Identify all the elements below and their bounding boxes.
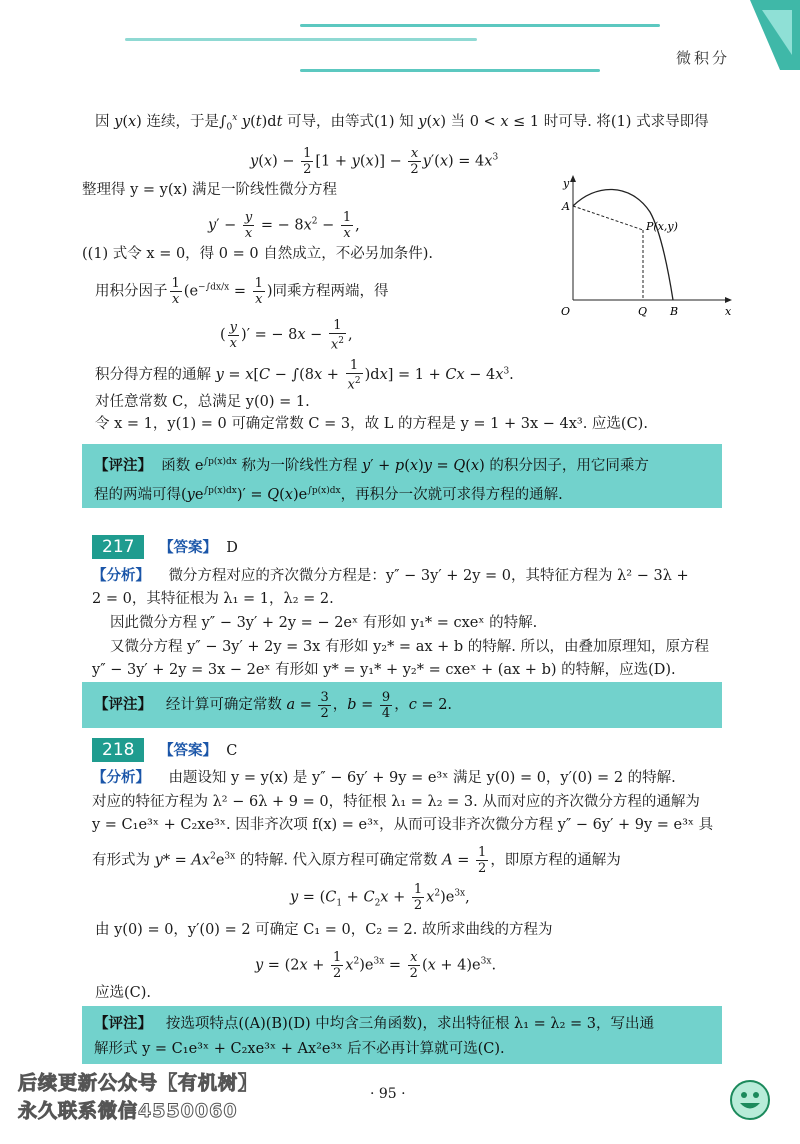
text-line: 【分析】 微分方程对应的齐次微分方程是：y″ − 3y′ + 2y = 0，其特征方程为 λ² − 3λ + bbox=[92, 568, 689, 584]
text-line: 2 = 0，其特征根为 λ₁ = 1，λ₂ = 2. bbox=[92, 591, 334, 607]
point-q-label: Q bbox=[638, 305, 648, 318]
equation: ( $\frac{y}{x}$ )′ = − 8x − $\frac{1}{x^2}$ , bbox=[220, 318, 353, 353]
page-number: · 95 · bbox=[370, 1086, 406, 1102]
text-line: y″ − 3y′ + 2y = 3x − 2eˣ 有形如 y* = y₁* + y₂* = cxeˣ + (ax + b) 的特解，应选(D). bbox=[92, 662, 676, 678]
text-line: 整理得 y = y(x) 满足一阶线性微分方程 bbox=[82, 182, 337, 198]
corner-tab-icon bbox=[740, 0, 800, 70]
watermark-line: 永久联系微信4550060 bbox=[18, 1100, 238, 1122]
question-217-header: 217 【答案】 D bbox=[92, 535, 238, 559]
point-a-label: A bbox=[562, 200, 570, 213]
question-number: 218 bbox=[92, 738, 144, 762]
text-line: 因此微分方程 y″ − 3y′ + 2y = − 2eˣ 有形如 y₁* = cxeˣ 的特解. bbox=[110, 615, 538, 631]
text-line: 由 y(0) = 0，y′(0) = 2 可确定 C₁ = 0，C₂ = 2. 故所求曲线的方程为 bbox=[95, 922, 553, 938]
text-line: 应选(C). bbox=[95, 985, 152, 1001]
question-218-header: 218 【答案】 C bbox=[92, 738, 237, 762]
note-box: 【评注】 经计算可确定常数 a = $\frac{3}{2}$ ，b = $\frac{9}{4}$ ，c = 2. bbox=[82, 682, 722, 728]
smiley-icon bbox=[728, 1078, 772, 1122]
equation: y′ − $\frac{y}{x}$ = − $8x^2$ − $\frac{1}{x}$ , bbox=[208, 210, 360, 241]
text-line: 令 x = 1，y(1) = 0 可确定常数 C = 3，故 L 的方程是 y = 1 + 3x − 4x³. 应选(C). bbox=[95, 416, 648, 432]
x-label: x bbox=[725, 305, 732, 318]
point-b-label: B bbox=[670, 305, 679, 318]
equation: y = (2x + $\frac{1}{2}$ $x^2)e^{3x}$ = $\frac{x}{2}$ $(x + 4)e^{3x}$. bbox=[255, 950, 497, 981]
text-line: 有形式为 $y* = Ax^2e^{3x}$ 的特解. 代入原方程可确定常数 A = $\frac{1}{2}$ ，即原方程的通解为 bbox=[92, 845, 621, 876]
y-label: y bbox=[563, 177, 570, 190]
text-line: 因 y(x) 连续，于是$\int_0^x$ y(t)dt 可导，由等式(1) 知 y(x) 当 0 < x ≤ 1 时可导. 将(1) 式求导即得 bbox=[95, 113, 709, 133]
function-graph bbox=[535, 172, 735, 322]
note-box: 【评注】 按选项特点((A)(B)(D) 中均含三角函数)，求出特征根 λ₁ = λ₂ = 3，写出通 解形式 y = C₁e³ˣ + C₂xe³ˣ + Ax²e³ˣ 后不必再计算就可选(C). bbox=[82, 1006, 722, 1064]
point-p-label: P(x,y) bbox=[646, 220, 678, 233]
note-box: 【评注】 函数 $e^{\int p(x)dx}$ 称为一阶线性方程 y′ + p(x)y = Q(x) 的积分因子，用它同乘方 程的两端可得$(ye^{\int p(x)dx})' = Q(x)e^{\int p(x)dx}$，再积分一次就可求得方程的通解. bbox=[82, 444, 722, 508]
text-line: ((1) 式令 x = 0，得 0 = 0 自然成立，不必另加条件). bbox=[82, 246, 433, 262]
section-title: 微积分 bbox=[675, 49, 730, 67]
watermark-line: 后续更新公众号【有机树】 bbox=[18, 1072, 259, 1094]
equation: $y = (C_1 + C_2x$ + $\frac{1}{2}$ $x^2)e^{3x}$, bbox=[290, 882, 470, 913]
answer: C bbox=[226, 743, 238, 759]
answer: D bbox=[226, 540, 238, 556]
text-line: 对应的特征方程为 λ² − 6λ + 9 = 0，特征根 λ₁ = λ₂ = 3. 从而对应的齐次微分方程的通解为 bbox=[92, 794, 700, 810]
origin-label: O bbox=[561, 305, 571, 318]
equation: y(x) − $\frac{1}{2}$ [1 + y(x)] − $\frac{x}{2}$ $y'(x) = 4x^3$ bbox=[250, 146, 499, 177]
text-line: y = C₁e³ˣ + C₂xe³ˣ. 因非齐次项 f(x) = e³ˣ，从而可设非齐次微分方程 y″ − 6y′ + 9y = e³ˣ 具 bbox=[92, 817, 714, 833]
text-line: 对任意常数 C，总满足 y(0) = 1. bbox=[95, 394, 310, 410]
curve bbox=[573, 189, 673, 300]
text-line: 积分得方程的通解 y = x[C − ∫(8x + $\frac{1}{x^2}$ )$dx] = 1 + Cx - 4x^3$. bbox=[95, 358, 514, 393]
text-line: 又微分方程 y″ − 3y′ + 2y = 3x 有形如 y₂* = ax + b 的特解. 所以，由叠加原理知，原方程 bbox=[110, 639, 709, 655]
question-number: 217 bbox=[92, 535, 144, 559]
text-line: 【分析】 由题设知 y = y(x) 是 y″ − 6y′ + 9y = e³ˣ 满足 y(0) = 0，y′(0) = 2 的特解. bbox=[92, 770, 676, 786]
text-line: 用积分因子 $\frac{1}{x}$ ($e^{-\int dx/x}$ = $\frac{1}{x}$ )同乘方程两端，得 bbox=[95, 276, 389, 307]
